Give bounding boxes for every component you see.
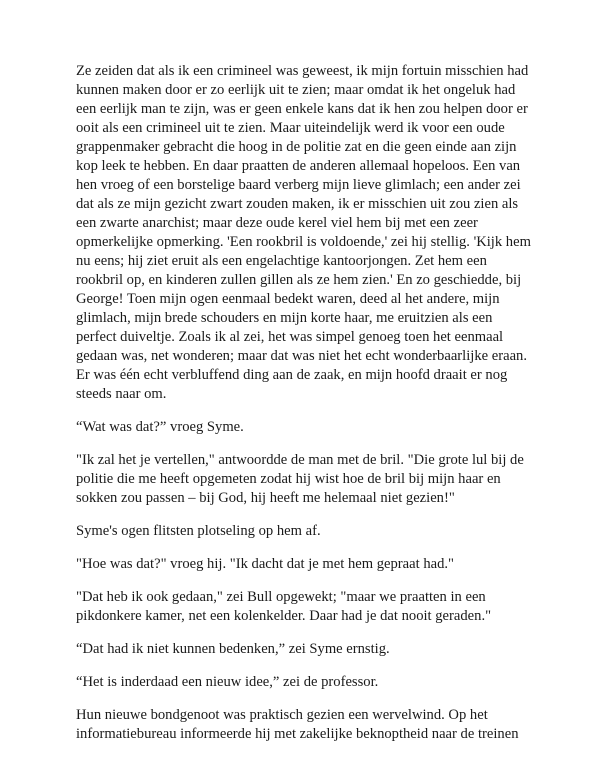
- paragraph: "Dat heb ik ook gedaan," zei Bull opgewekt; "maar we praatten in een pikdonkere kamer, net een kolenkelder. Daar had je dat nooit geraden.": [76, 589, 492, 624]
- paragraph: “Dat had ik niet kunnen bedenken,” zei Syme ernstig.: [76, 641, 390, 657]
- paragraph: Hun nieuwe bondgenoot was praktisch gezien een wervelwind. Op het informatiebureau informeerde hij met zakelijke beknoptheid naar de treinen: [76, 707, 519, 742]
- paragraph: Ze zeiden dat als ik een crimineel was geweest, ik mijn fortuin misschien had kunnen maken door er zo eerlijk uit te zien; maar omdat ik het ongeluk had een eerlijk man te zijn, was er geen enkele kans dat ik hen zou helpen door er ooit als een crimineel uit te zien. Maar uiteindelijk werd ik voor een oude grappenmaker gebracht die hoog in de politie zat en die geen einde aan zijn kop leek te hebben. En daar praatten de anderen allemaal hopeloos. Een van hen vroeg of een borstelige baard verberg mijn lieve glimlach; een ander zei dat als ze mijn gezicht zwart zouden maken, ik er misschien uit zou zien als een zwarte anarchist; maar deze oude kerel viel hem bij met een zeer opmerkelijke opmerking. 'Een rookbril is voldoende,' zei hij stellig. 'Kijk hem nu eens; hij ziet eruit als een engelachtige kantoorjongen. Zet hem een rookbril op, en kinderen zullen gillen als ze hem zien.' En zo geschiedde, bij George! Toen mijn ogen eenmaal bedekt waren, deed al het andere, mijn glimlach, mijn brede schouders en mijn korte haar, me eruitzien als een perfect duiveltje. Zoals ik al zei, het was simpel genoeg toen het eenmaal gedaan was, net wonderen; maar dat was niet het echt wonderbaarlijke eraan. Er was één echt verbluffend ding aan de zaak, en mijn hoofd draait er nog steeds naar om.: [76, 63, 531, 402]
- paragraph: "Ik zal het je vertellen," antwoordde de man met de bril. "Die grote lul bij de politie die me heeft opgemeten zodat hij wist hoe de bril bij mijn haar en sokken zou passen – bij God, hij heeft me helemaal niet gezien!": [76, 452, 524, 506]
- paragraph: "Hoe was dat?" vroeg hij. "Ik dacht dat je met hem gepraat had.": [76, 556, 454, 572]
- paragraph: Syme's ogen flitsten plotseling op hem af.: [76, 523, 321, 539]
- paragraph: “Wat was dat?” vroeg Syme.: [76, 419, 244, 435]
- paragraph: “Het is inderdaad een nieuw idee,” zei de professor.: [76, 674, 379, 690]
- page-body: [76, 62, 531, 758]
